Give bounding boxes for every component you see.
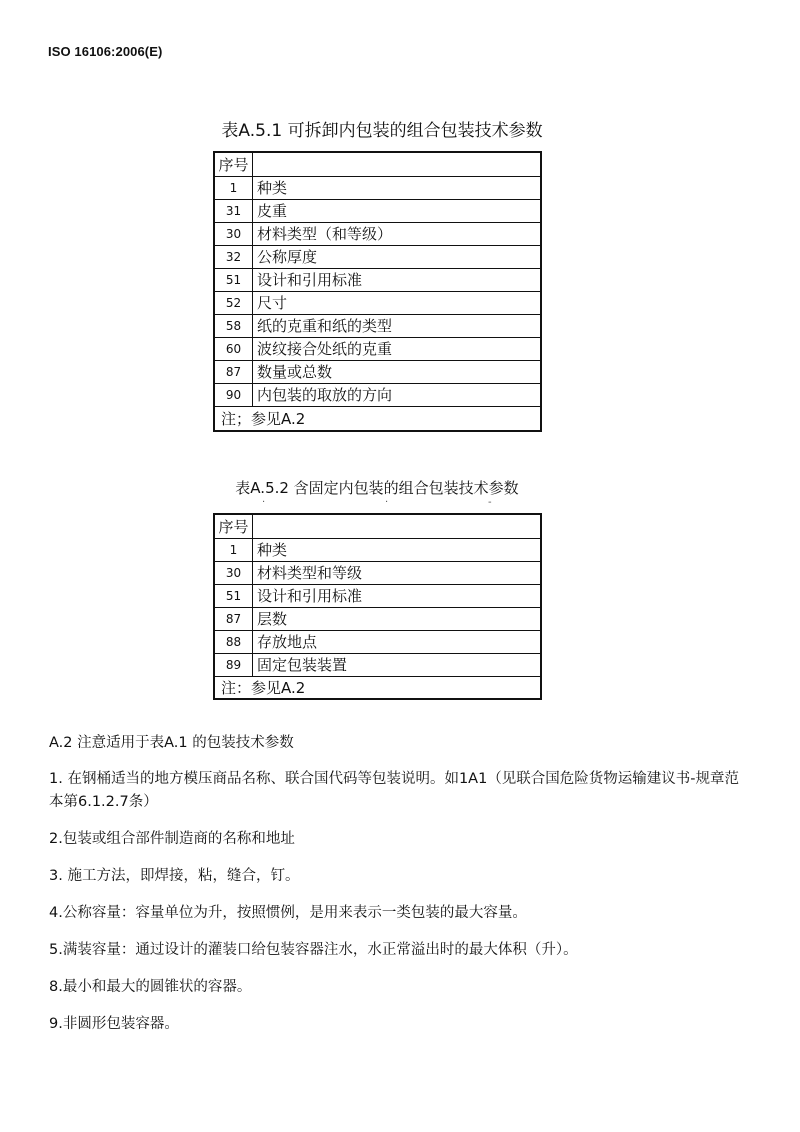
row-label: 存放地点: [253, 630, 542, 653]
document-id: ISO 16106:2006(E): [48, 44, 163, 59]
column-header-blank: [253, 152, 542, 176]
table-row: [214, 538, 541, 561]
row-number: 60: [214, 337, 253, 360]
row-label: 波纹接合处纸的克重: [253, 337, 542, 360]
scan-artifact: -: [488, 497, 492, 508]
table-row: [214, 176, 541, 199]
table-title: 表A.5.1 可拆卸内包装的组合包装技术参数: [221, 121, 543, 141]
row-label: 材料类型（和等级）: [253, 222, 542, 245]
scan-artifact: ·: [262, 497, 266, 508]
parameters-table-removable: [213, 151, 542, 432]
row-number: 88: [214, 630, 253, 653]
table-row: [214, 607, 541, 630]
row-label: 数量或总数: [253, 360, 542, 383]
row-label: 皮重: [253, 199, 542, 222]
table-row: [214, 584, 541, 607]
row-label: 层数: [253, 607, 542, 630]
row-number: 30: [214, 222, 253, 245]
row-number: 51: [214, 584, 253, 607]
table-note-row: [214, 676, 541, 699]
row-label: 设计和引用标准: [253, 268, 542, 291]
row-label: 种类: [253, 176, 542, 199]
row-number: 51: [214, 268, 253, 291]
notes-section: [49, 732, 749, 1050]
row-number: 30: [214, 561, 253, 584]
row-number: 87: [214, 607, 253, 630]
table-row: [214, 360, 541, 383]
table-row: [214, 199, 541, 222]
note-item: 4.公称容量：容量单位为升，按照惯例，是用来表示一类包装的最大容量。: [49, 905, 527, 921]
table-row: [214, 222, 541, 245]
note-item: 2.包装或组合部件制造商的名称和地址: [49, 831, 295, 847]
row-label: 材料类型和等级: [253, 561, 542, 584]
note-item: 5.满装容量：通过设计的灌装口给包装容器注水，水正常溢出时的最大体积（升）。: [49, 942, 578, 958]
row-number: 31: [214, 199, 253, 222]
table-note: 注：参见A.2: [214, 676, 541, 699]
scan-artifact: ·: [385, 497, 389, 508]
table-row: [214, 268, 541, 291]
table-row: [214, 337, 541, 360]
row-number: 89: [214, 653, 253, 676]
row-number: 58: [214, 314, 253, 337]
note-item: 3. 施工方法，即焊接，粘，缝合，钉。: [49, 868, 300, 884]
row-number: 1: [214, 538, 253, 561]
note-item: 1. 在钢桶适当的地方模压商品名称、联合国代码等包装说明。如1A1（见联合国危险货物运输建议书-规章范本第6.1.2.7条）: [49, 771, 740, 810]
table-note-row: [214, 406, 541, 431]
note-item: 8.最小和最大的圆锥状的容器。: [49, 979, 252, 995]
row-number: 52: [214, 291, 253, 314]
row-label: 公称厚度: [253, 245, 542, 268]
table-row: [214, 245, 541, 268]
table-title: 表A.5.2 含固定内包装的组合包装技术参数: [235, 479, 519, 497]
table-row: [214, 314, 541, 337]
table-row: [214, 561, 541, 584]
row-number: 1: [214, 176, 253, 199]
row-label: 种类: [253, 538, 542, 561]
row-label: 内包装的取放的方向: [253, 383, 542, 406]
row-number: 87: [214, 360, 253, 383]
row-label: 尺寸: [253, 291, 542, 314]
table-header-row: [214, 152, 541, 176]
note-item: 9.非圆形包装容器。: [49, 1016, 179, 1032]
table-header-row: [214, 514, 541, 538]
row-label: 纸的克重和纸的类型: [253, 314, 542, 337]
notes-heading: A.2 注意适用于表A.1 的包装技术参数: [49, 735, 294, 751]
row-number: 32: [214, 245, 253, 268]
row-label: 固定包装装置: [253, 653, 542, 676]
table-row: [214, 653, 541, 676]
column-header-number: 序号: [214, 514, 253, 538]
row-label: 设计和引用标准: [253, 584, 542, 607]
table-row: [214, 383, 541, 406]
column-header-number: 序号: [214, 152, 253, 176]
table-row: [214, 630, 541, 653]
table-row: [214, 291, 541, 314]
table-note: 注；参见A.2: [214, 406, 541, 431]
row-number: 90: [214, 383, 253, 406]
parameters-table-fixed: [213, 513, 542, 700]
column-header-blank: [253, 514, 542, 538]
